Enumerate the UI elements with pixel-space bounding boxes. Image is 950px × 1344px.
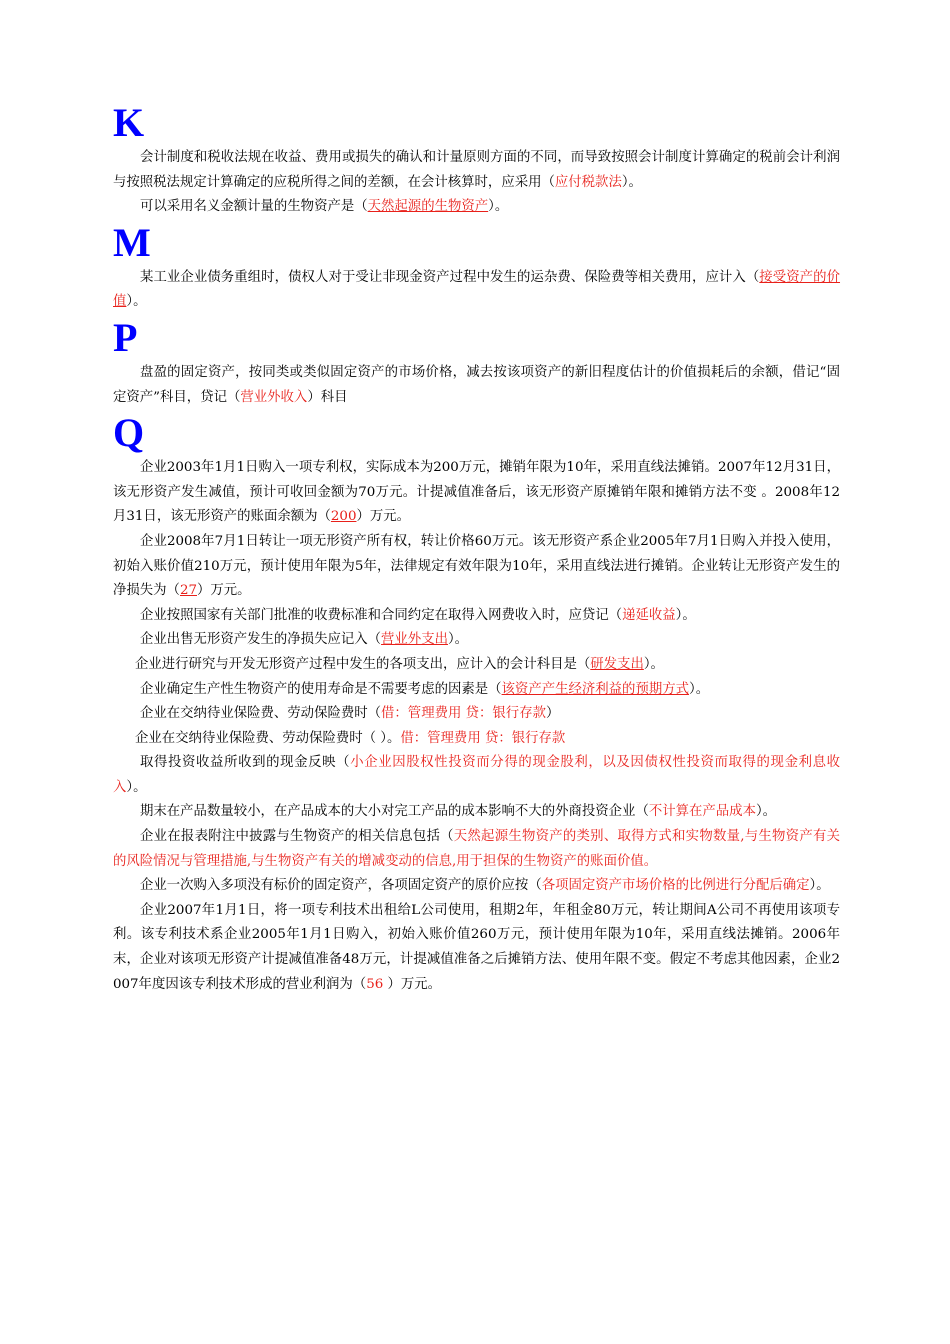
- question-text: 盘盈的固定资产，按同类或类似固定资产的市场价格，减去按该项资产的新旧程度估计的价值损耗后的余额，借记“固定资产”科目，贷记（: [113, 364, 840, 405]
- question-text: 某工业企业债务重组时，债权人对于受让非现金资产过程中发生的运杂费、保险费等相关费用，应计入（: [140, 269, 760, 285]
- question-paragraph: [113, 751, 840, 800]
- answer-text: 该资产产生经济利益的预期方式: [501, 681, 690, 697]
- question-paragraph: [113, 530, 840, 604]
- question-text-end: ）。: [488, 199, 509, 215]
- question-text-end: ）。: [621, 174, 642, 190]
- question-text-end: ）。: [675, 607, 696, 623]
- answer-text: 200: [330, 509, 357, 525]
- section-letter-p: P: [113, 314, 138, 360]
- answer-text: 营业外收入: [240, 389, 308, 405]
- question-text-end: ）万元。: [197, 583, 251, 599]
- answer-text: 27: [179, 583, 197, 599]
- answer-text: 天然起源的生物资产: [367, 199, 489, 215]
- question-text-end: ）。: [809, 878, 830, 894]
- question-paragraph: [113, 266, 840, 315]
- question-text: 取得投资收益所收到的现金反映（: [140, 755, 351, 771]
- question-paragraph: [113, 702, 840, 727]
- document-page: [113, 100, 840, 997]
- question-text-end: ）。: [447, 632, 469, 648]
- question-paragraph: [113, 800, 840, 825]
- question-paragraph: [113, 456, 840, 530]
- question-text: 企业2007年1月1日，将一项专利技术出租给L公司使用，租期2年，年租金80万元，转让期间A公司不再使用该项专利。该专利技术系企业2005年1月1日购入，初始入账价值260万元，预计使用年限为10年，采用直线法摊销。2006年末，企业对该项无形资产计提减值准备48万元，计提减值准备之后摊销方法、使用年限不变。假定不考虑其他因素，企业2007年度因该专利技术形成的营业利润为（: [113, 902, 840, 992]
- answer-text: 天然起源生物资产的类别、取得方式和实物数量,与生物资产有关的风险情况与管理措施,与生物资产有关的增减变动的信息,用于担保的生物资产的账面价值。: [113, 829, 840, 869]
- answer-text: 不计算在产品成本: [648, 804, 756, 820]
- question-paragraph: [113, 727, 840, 752]
- question-text-end: ）。: [643, 656, 664, 672]
- question-text-end: ）。: [755, 804, 777, 820]
- section-letter-q: Q: [113, 410, 145, 456]
- question-paragraph: [113, 825, 840, 874]
- question-text-end: ）万元。: [387, 976, 442, 992]
- question-text: 会计制度和税收法规在收益、费用或损失的确认和计量原则方面的不同，而导致按照会计制度计算确定的税前会计利润与按照税法规定计算确定的应税所得之间的差额，在会计核算时，应采用（: [113, 150, 840, 190]
- question-text: 企业在交纳待业保险费、劳动保险费时（: [140, 706, 382, 722]
- question-text-end: ）。: [689, 681, 710, 697]
- question-paragraph: [113, 628, 840, 653]
- question-text: 企业在交纳待业保险费、劳动保险费时（ ）。: [135, 730, 401, 746]
- answer-text: 借：管理费用 贷：银行存款: [400, 730, 566, 746]
- question-paragraph: [113, 874, 840, 899]
- question-text: 企业出售无形资产发生的净损失应记入（: [140, 632, 382, 648]
- question-text: 期末在产品数量较小，在产品成本的大小对完工产品的成本影响不大的外商投资企业（: [140, 804, 649, 820]
- question-text: 企业一次购入多项没有标价的固定资产，各项固定资产的原价应按（: [140, 878, 542, 894]
- question-text: 企业进行研究与开发无形资产过程中发生的各项支出，应计入的会计科目是（: [135, 656, 591, 672]
- section-letter-k: K: [113, 100, 145, 145]
- answer-text: 研发支出: [590, 656, 644, 672]
- answer-text: 接受资产的价值: [113, 269, 841, 310]
- question-paragraph: [113, 899, 840, 997]
- section-letter-m: M: [113, 219, 151, 265]
- question-text: 企业在报表附注中披露与生物资产的相关信息包括（: [140, 829, 454, 845]
- question-paragraph: [113, 361, 840, 410]
- question-text: 企业按照国家有关部门批准的收费标准和合同约定在取得入网费收入时，应贷记（: [140, 607, 623, 623]
- question-paragraph: [113, 653, 840, 678]
- question-text: 企业2003年1月1日购入一项专利权，实际成本为200万元，摊销年限为10年，采用直线法摊销。2007年12月31日，该无形资产发生减值，预计可收回金额为70万元。计提减值准备后，该无形资产原摊销年限和摊销方法不变 。2008年12月31日，该无形资产的账面余额为（: [113, 460, 840, 525]
- answer-text: 小企业因股权性投资而分得的现金股利，以及因债权性投资而取得的现金利息收入: [113, 755, 840, 795]
- question-paragraph: [113, 678, 840, 703]
- question-paragraph: [113, 604, 840, 629]
- answer-text: 递延收益: [622, 607, 676, 623]
- question-text-end: ）。: [126, 779, 147, 795]
- question-text-end: ）科目: [307, 389, 348, 405]
- question-text-end: ）万元。: [356, 509, 411, 525]
- question-text: 企业2008年7月1日转让一项无形资产所有权，转让价格60万元。该无形资产系企业2005年7月1日购入并投入使用，初始入账价值210万元，预计使用年限为5年，法律规定有效年限为10年，采用直线法进行摊销。企业转让无形资产发生的净损失为（: [113, 533, 840, 599]
- answer-text: 应付税款法: [554, 174, 622, 190]
- question-paragraph: [113, 146, 840, 195]
- answer-text: 借：管理费用 贷：银行存款: [381, 706, 546, 722]
- answer-text: 各项固定资产市场价格的比例进行分配后确定: [541, 878, 810, 894]
- question-text: 可以采用名义金额计量的生物资产是（: [140, 199, 368, 215]
- question-text-end: ）: [545, 706, 560, 722]
- question-paragraph: [113, 195, 840, 220]
- question-text-end: ）。: [126, 294, 147, 310]
- answer-text: 56: [366, 976, 388, 992]
- question-text: 企业确定生产性生物资产的使用寿命是不需要考虑的因素是（: [140, 681, 502, 697]
- answer-text: 营业外支出: [381, 632, 448, 648]
